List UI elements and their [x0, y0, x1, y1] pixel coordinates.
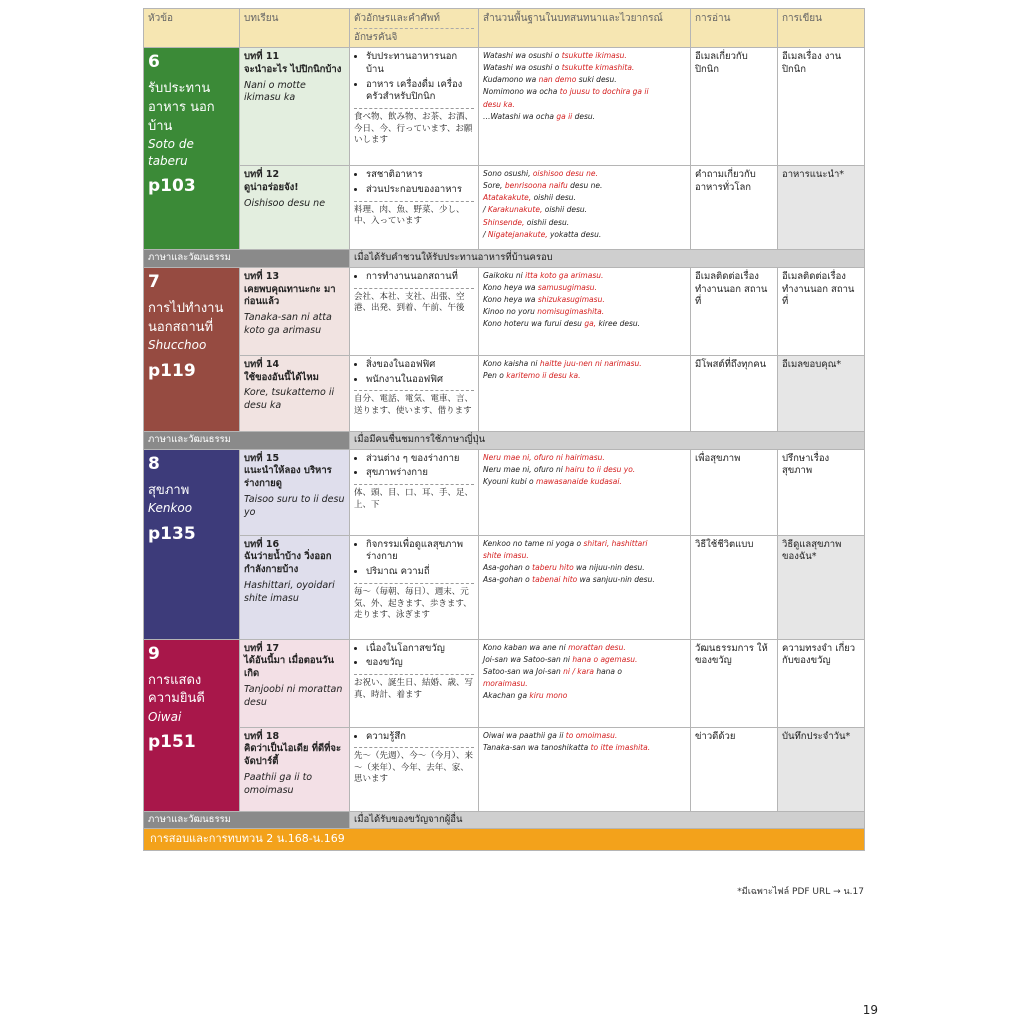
- expression-line: [483, 51, 686, 61]
- lesson-number: บทที่ 11: [244, 51, 280, 62]
- lesson-row: [144, 166, 865, 250]
- expression-highlight: taberu hito: [532, 562, 574, 572]
- expression-line: [483, 75, 686, 85]
- header-vocab: [350, 9, 479, 48]
- vocab-list: [354, 453, 474, 481]
- expression-text: hana o: [593, 666, 622, 676]
- vocab-cell: [350, 166, 479, 250]
- lesson-number: บทที่ 13: [244, 270, 280, 282]
- expression-cell: [479, 267, 691, 355]
- expression-text: Joi-san wa Satoo-san ni: [483, 654, 573, 664]
- lesson-romaji: Paathii ga ii to omoimasu: [244, 772, 313, 796]
- culture-row: [144, 250, 865, 268]
- expression-text: Kinoo no yoru: [483, 307, 538, 317]
- expression-highlight: shitari, hashittari: [583, 538, 648, 548]
- unit-topic-cell: [144, 449, 240, 639]
- lesson-romaji: Tanjoobi ni morattan desu: [244, 684, 343, 708]
- reading-cell: ข่าวดีด้วย: [691, 727, 778, 811]
- vocab-item: • สิ่งของในออฟฟิศ: [366, 359, 474, 372]
- expression-line: [483, 87, 686, 97]
- writing-cell: อีเมลขอบคุณ*: [778, 355, 865, 431]
- expression-line: [483, 205, 686, 215]
- expression-line: [483, 218, 686, 228]
- expression-text: Pen o: [483, 370, 507, 380]
- expression-line: [483, 63, 686, 73]
- unit-topic-cell: [144, 267, 240, 431]
- expression-line: [483, 679, 686, 689]
- unit-title-romaji: Shucchoo: [148, 338, 207, 353]
- expression-text: Asa-gohan o: [483, 575, 533, 584]
- expression-line: [483, 453, 686, 463]
- lesson-title: คิดว่าเป็นไอเดีย ที่ดีที่จะจัดปาร์ตี้: [244, 743, 342, 768]
- expression-line: [483, 731, 686, 741]
- culture-row: [144, 431, 865, 449]
- vocab-list: [354, 539, 474, 579]
- lesson-romaji: Tanaka-san ni atta koto ga arimasu: [244, 312, 332, 337]
- lesson-title: ดูน่าอร่อยจัง!: [244, 181, 299, 193]
- expression-highlight: tsukutte ikimasu.: [561, 51, 627, 60]
- kanji-list: 毎～（毎朝、毎日）、週末、元気、外、起きます、歩きます、走ります、泳ぎます: [354, 583, 474, 621]
- unit-title-thai: การแสดง ความยินดี: [148, 672, 205, 707]
- expression-cell: [479, 727, 691, 811]
- expression-line: [483, 319, 686, 329]
- writing-cell: อาหารแนะนำ*: [778, 166, 865, 250]
- expression-text: Satoo-san wa Joi-san: [483, 666, 564, 676]
- expression-highlight: mawasanaide kudasai.: [536, 476, 622, 486]
- expression-highlight: oishisoo desu ne.: [532, 169, 598, 178]
- expression-line: [483, 181, 686, 191]
- expression-text: Sore,: [483, 181, 505, 191]
- expression-text: Sono osushi,: [483, 169, 533, 178]
- expression-highlight: Shinsende,: [483, 217, 525, 227]
- vocab-item: • ความรู้สึก: [366, 731, 474, 744]
- vocab-list: [354, 643, 474, 671]
- unit-page: p151: [148, 732, 196, 753]
- expression-text: Kudamono wa: [483, 75, 539, 85]
- expression-text: Kono kaisha ni: [483, 358, 540, 368]
- culture-label: ภาษาและวัฒนธรรม: [144, 811, 350, 829]
- unit-title-thai: สุขภาพ: [148, 482, 190, 498]
- page-number: 19: [862, 1003, 878, 1017]
- lesson-romaji: Oishisoo desu ne: [244, 197, 326, 209]
- lesson-number: บทที่ 12: [244, 169, 280, 180]
- expression-text: wa sanjuu-nin desu.: [577, 575, 655, 584]
- expression-text: oishii desu.: [531, 193, 576, 203]
- expression-line: [483, 271, 686, 281]
- reading-cell: อีเมลติดต่อเรื่อง ทำงานนอก สถานที่: [691, 267, 778, 355]
- vocab-cell: [350, 639, 479, 727]
- expression-text: Watashi wa osushi o: [483, 63, 562, 73]
- expression-line: [483, 283, 686, 293]
- header-topic: หัวข้อ: [144, 9, 240, 48]
- expression-text: Kenkoo no tame ni yoga o: [483, 538, 584, 548]
- lesson-row: [144, 449, 865, 535]
- expression-highlight: morattan desu.: [568, 642, 626, 652]
- lesson-cell: [240, 355, 350, 431]
- expression-highlight: shizukasugimasu.: [537, 295, 605, 305]
- expression-line: [483, 465, 686, 475]
- unit-title-thai: รับประทาน อาหาร นอกบ้าน: [148, 80, 215, 134]
- vocab-item: • รสชาติอาหาร: [366, 169, 474, 182]
- unit-number: 7: [148, 271, 160, 292]
- lesson-title: ใช้ของอันนี้ได้ไหม: [244, 371, 319, 383]
- expression-highlight: to juusu to dochira ga ii: [559, 87, 649, 97]
- expression-highlight: Atatakakute,: [483, 193, 532, 203]
- expression-cell: [479, 639, 691, 727]
- header-reading: การอ่าน: [691, 9, 778, 48]
- lesson-row: [144, 639, 865, 727]
- lesson-number: บทที่ 17: [244, 642, 280, 654]
- vocab-item: • อาหาร เครื่องดื่ม เครื่องครัวสำหรับปิกนิก: [366, 79, 474, 105]
- expression-line: [483, 359, 686, 369]
- footnote: *มีเฉพาะไฟล์ PDF URL → น.17: [737, 887, 864, 897]
- expression-highlight: hana o agemasu.: [572, 654, 638, 664]
- lesson-title: ฉันว่ายน้ำบ้าง วิ่งออกกำลังกายบ้าง: [244, 551, 332, 576]
- expression-highlight: shite imasu.: [483, 550, 529, 560]
- vocab-item: • ของขวัญ: [366, 657, 474, 670]
- unit-title-romaji: Oiwai: [148, 710, 182, 725]
- kanji-list: 体、頭、目、口、耳、手、足、上、下: [354, 484, 474, 511]
- lesson-cell: [240, 449, 350, 535]
- lesson-cell: [240, 639, 350, 727]
- expression-highlight: Karakunakute,: [487, 205, 543, 215]
- header-kanji-label: อักษรคันจิ: [354, 28, 474, 45]
- expression-highlight: ga,: [584, 319, 597, 329]
- syllabus-body: [144, 48, 865, 851]
- expression-highlight: ga ii: [556, 111, 573, 121]
- expression-line: [483, 193, 686, 203]
- expression-line: [483, 371, 686, 381]
- vocab-item: • ส่วนต่าง ๆ ของร่างกาย: [366, 453, 474, 466]
- lesson-number: บทที่ 16: [244, 538, 280, 550]
- writing-cell: บันทึกประจำวัน*: [778, 727, 865, 811]
- expression-text: Kono kaban wa ane ni: [483, 642, 569, 652]
- lesson-number: บทที่ 18: [244, 730, 280, 742]
- expression-text: Tanaka-san wa tanoshikatta: [483, 742, 591, 752]
- expression-text: Kono hoteru wa furui desu: [483, 319, 585, 329]
- expression-cell: [479, 355, 691, 431]
- vocab-cell: [350, 355, 479, 431]
- header-expression: สำนวนพื้นฐานในบทสนทนาและไวยากรณ์: [479, 9, 691, 48]
- unit-topic-cell: [144, 639, 240, 811]
- header-row: [144, 9, 865, 48]
- unit-topic-cell: [144, 48, 240, 250]
- vocab-item: • ปริมาณ ความถี่: [366, 566, 474, 579]
- expression-text: yokatta desu.: [547, 229, 602, 239]
- expression-text: oishii desu.: [524, 217, 570, 227]
- expression-line: [483, 643, 686, 653]
- expression-highlight: benrisoona naifu: [504, 181, 568, 191]
- unit-number: 9: [148, 643, 160, 664]
- lesson-number: บทที่ 15: [244, 452, 280, 464]
- expression-text: suki desu.: [576, 75, 617, 85]
- lesson-row: [144, 535, 865, 639]
- vocab-list: [354, 731, 474, 744]
- kanji-list: 食べ物、飲み物、お茶、お酒、今日、今、行っています、お願いします: [354, 108, 474, 146]
- expression-highlight: karitemo ii desu ka.: [506, 370, 581, 380]
- expression-text: Neru mae ni, ofuro ni: [483, 464, 566, 474]
- kanji-list: 会社、本社、支社、出張、空港、出発、到着、午前、午後: [354, 288, 474, 315]
- expression-highlight: itta koto ga arimasu.: [525, 270, 604, 280]
- exam-text: การสอบและการทบทวน 2 น.168-น.169: [144, 829, 865, 851]
- header-lesson: บทเรียน: [240, 9, 350, 48]
- writing-cell: ความทรงจำ เกี่ยวกับของขวัญ: [778, 639, 865, 727]
- lesson-cell: [240, 535, 350, 639]
- expression-highlight: nan demo: [538, 75, 577, 85]
- lesson-cell: [240, 267, 350, 355]
- kanji-list: 自分、電話、電気、電車、言、送ります、使います、借ります: [354, 390, 474, 417]
- expression-highlight: tabenai hito: [532, 575, 578, 584]
- expression-cell: [479, 166, 691, 250]
- vocab-list: [354, 51, 474, 104]
- expression-line: [483, 295, 686, 305]
- expression-line: [483, 563, 686, 573]
- expression-cell: [479, 535, 691, 639]
- vocab-item: • สุขภาพร่างกาย: [366, 467, 474, 480]
- header-vocab-label: ตัวอักษรและคำศัพท์: [354, 13, 440, 24]
- expression-text: Akachan ga: [483, 691, 530, 701]
- expression-highlight: tsukutte kimashita.: [561, 63, 635, 73]
- vocab-item: • พนักงานในออฟฟิศ: [366, 374, 474, 387]
- vocab-item: • เนื่องในโอกาสขวัญ: [366, 643, 474, 656]
- unit-title-thai: การไปทำงาน นอกสถานที่: [148, 300, 224, 335]
- writing-cell: อีเมลติดต่อเรื่อง ทำงานนอก สถานที่: [778, 267, 865, 355]
- expression-text: kiree desu.: [596, 319, 641, 329]
- culture-row: [144, 811, 865, 829]
- kanji-list: 料理、肉、魚、野菜、少し、中、入っています: [354, 201, 474, 228]
- vocab-cell: [350, 727, 479, 811]
- vocab-item: • การทำงานนอกสถานที่: [366, 271, 474, 284]
- expression-text: wa nijuu-nin desu.: [573, 562, 645, 572]
- vocab-item: • ส่วนประกอบของอาหาร: [366, 184, 474, 197]
- lesson-title: เคยพบคุณทานะกะ มาก่อนแล้ว: [244, 283, 336, 308]
- expression-highlight: Nigatejanakute,: [487, 229, 548, 239]
- vocab-cell: [350, 449, 479, 535]
- vocab-cell: [350, 267, 479, 355]
- expression-highlight: samusugimasu.: [537, 282, 597, 292]
- expression-text: Kono heya wa: [483, 295, 538, 305]
- lesson-romaji: Kore, tsukattemo ii desu ka: [244, 387, 335, 412]
- unit-page: p103: [148, 175, 196, 196]
- reading-cell: มีโพสต์ที่ถึงทุกคน: [691, 355, 778, 431]
- expression-text: Oiwai wa paathii ga ii: [483, 730, 566, 740]
- expression-line: [483, 655, 686, 665]
- lesson-number: บทที่ 14: [244, 358, 280, 370]
- lesson-romaji: Hashittari, oyoidari shite imasu: [244, 580, 335, 604]
- expression-line: [483, 539, 686, 549]
- vocab-item: • รับประทานอาหารนอกบ้าน: [366, 51, 474, 77]
- expression-highlight: nomisugimashita.: [537, 307, 605, 317]
- culture-text: เมื่อได้รับคำชวนให้รับประทานอาหารที่บ้านครอบ: [350, 250, 865, 268]
- expression-highlight: haitte juu-nen ni narimasu.: [539, 358, 642, 368]
- lesson-row: [144, 48, 865, 166]
- expression-line: [483, 112, 686, 122]
- lesson-title: แนะนำให้ลอง บริหารร่างกายดู: [244, 465, 332, 490]
- kanji-list: お祝い、誕生日、結婚、歳、写真、時計、着ます: [354, 674, 474, 701]
- vocab-list: [354, 169, 474, 197]
- kanji-list: 先～（先週）、今～（今月）、来～（来年）、今年、去年、家、思います: [354, 747, 474, 785]
- expression-text: /: [483, 205, 488, 215]
- expression-text: /: [483, 229, 488, 239]
- writing-cell: ปรึกษาเรื่อง สุขภาพ: [778, 449, 865, 535]
- expression-text: Nomimono wa ocha: [483, 87, 560, 97]
- lesson-cell: [240, 727, 350, 811]
- expression-text: Kyouni kubi o: [483, 476, 537, 486]
- lesson-romaji: Nani o motte ikimasu ka: [244, 79, 306, 104]
- header-writing: การเขียน: [778, 9, 865, 48]
- unit-number: 8: [148, 453, 160, 474]
- reading-cell: คำถามเกี่ยวกับ อาหารทั่วโลก: [691, 166, 778, 250]
- expression-line: [483, 169, 686, 179]
- vocab-cell: [350, 48, 479, 166]
- expression-line: [483, 551, 686, 561]
- expression-text: Kono heya wa: [483, 282, 538, 292]
- expression-highlight: moraimasu.: [483, 679, 528, 688]
- expression-line: [483, 100, 686, 110]
- writing-cell: วิธีดูแลสุขภาพ ของฉัน*: [778, 535, 865, 639]
- expression-highlight: to itte imashita.: [590, 742, 651, 752]
- culture-label: ภาษาและวัฒนธรรม: [144, 250, 350, 268]
- expression-line: [483, 230, 686, 240]
- expression-text: …Watashi wa ocha: [483, 111, 557, 121]
- expression-text: oishii desu.: [542, 205, 588, 215]
- unit-number: 6: [148, 52, 160, 72]
- expression-cell: [479, 449, 691, 535]
- unit-page: p135: [148, 523, 196, 544]
- expression-line: [483, 667, 686, 677]
- expression-cell: [479, 48, 691, 166]
- culture-text: เมื่อมีคนชื่นชมการใช้ภาษาญี่ปุ่น: [350, 431, 865, 449]
- lesson-cell: [240, 48, 350, 166]
- vocab-list: [354, 271, 474, 284]
- lesson-romaji: Taisoo suru to ii desu yo: [244, 494, 345, 518]
- lesson-row: [144, 355, 865, 431]
- reading-cell: เพื่อสุขภาพ: [691, 449, 778, 535]
- expression-highlight: to omoimasu.: [565, 730, 618, 740]
- vocab-cell: [350, 535, 479, 639]
- culture-label: ภาษาและวัฒนธรรม: [144, 431, 350, 449]
- expression-text: Watashi wa osushi o: [483, 51, 562, 60]
- exam-row: [144, 829, 865, 851]
- expression-highlight: hairu to ii desu yo.: [565, 464, 636, 474]
- syllabus-table: [143, 8, 865, 851]
- unit-page: p119: [148, 360, 196, 381]
- expression-line: [483, 477, 686, 487]
- expression-line: [483, 691, 686, 701]
- expression-highlight: desu ka.: [483, 99, 515, 109]
- unit-title-romaji: Soto de taberu: [148, 137, 194, 168]
- expression-line: [483, 307, 686, 317]
- expression-highlight: ni / kara: [563, 666, 594, 676]
- lesson-title: ได้อันนี้มา เมื่อตอนวันเกิด: [244, 655, 334, 680]
- lesson-cell: [240, 166, 350, 250]
- expression-highlight: kiru mono: [529, 691, 568, 701]
- lesson-row: [144, 727, 865, 811]
- expression-highlight: Neru mae ni, ofuro ni hairimasu.: [483, 452, 605, 462]
- expression-line: [483, 743, 686, 753]
- expression-text: Gaikoku ni: [483, 270, 526, 280]
- vocab-list: [354, 359, 474, 387]
- expression-text: desu ne.: [567, 181, 603, 191]
- writing-cell: อีเมลเรื่อง งานปิกนิก: [778, 48, 865, 166]
- reading-cell: อีเมลเกี่ยวกับ ปิกนิก: [691, 48, 778, 166]
- expression-text: desu.: [572, 111, 596, 121]
- reading-cell: วัฒนธรรมการ ให้ของขวัญ: [691, 639, 778, 727]
- reading-cell: วิธีใช้ชีวิตแบบ: [691, 535, 778, 639]
- lesson-title: จะนำอะไร ไปปิกนิกบ้าง: [244, 63, 342, 75]
- expression-text: Asa-gohan o: [483, 562, 533, 572]
- lesson-row: [144, 267, 865, 355]
- expression-line: [483, 575, 686, 585]
- culture-text: เมื่อได้รับของขวัญจากผู้อื่น: [350, 811, 865, 829]
- vocab-item: • กิจกรรมเพื่อดูแลสุขภาพ ร่างกาย: [366, 539, 474, 565]
- unit-title-romaji: Kenkoo: [148, 501, 193, 516]
